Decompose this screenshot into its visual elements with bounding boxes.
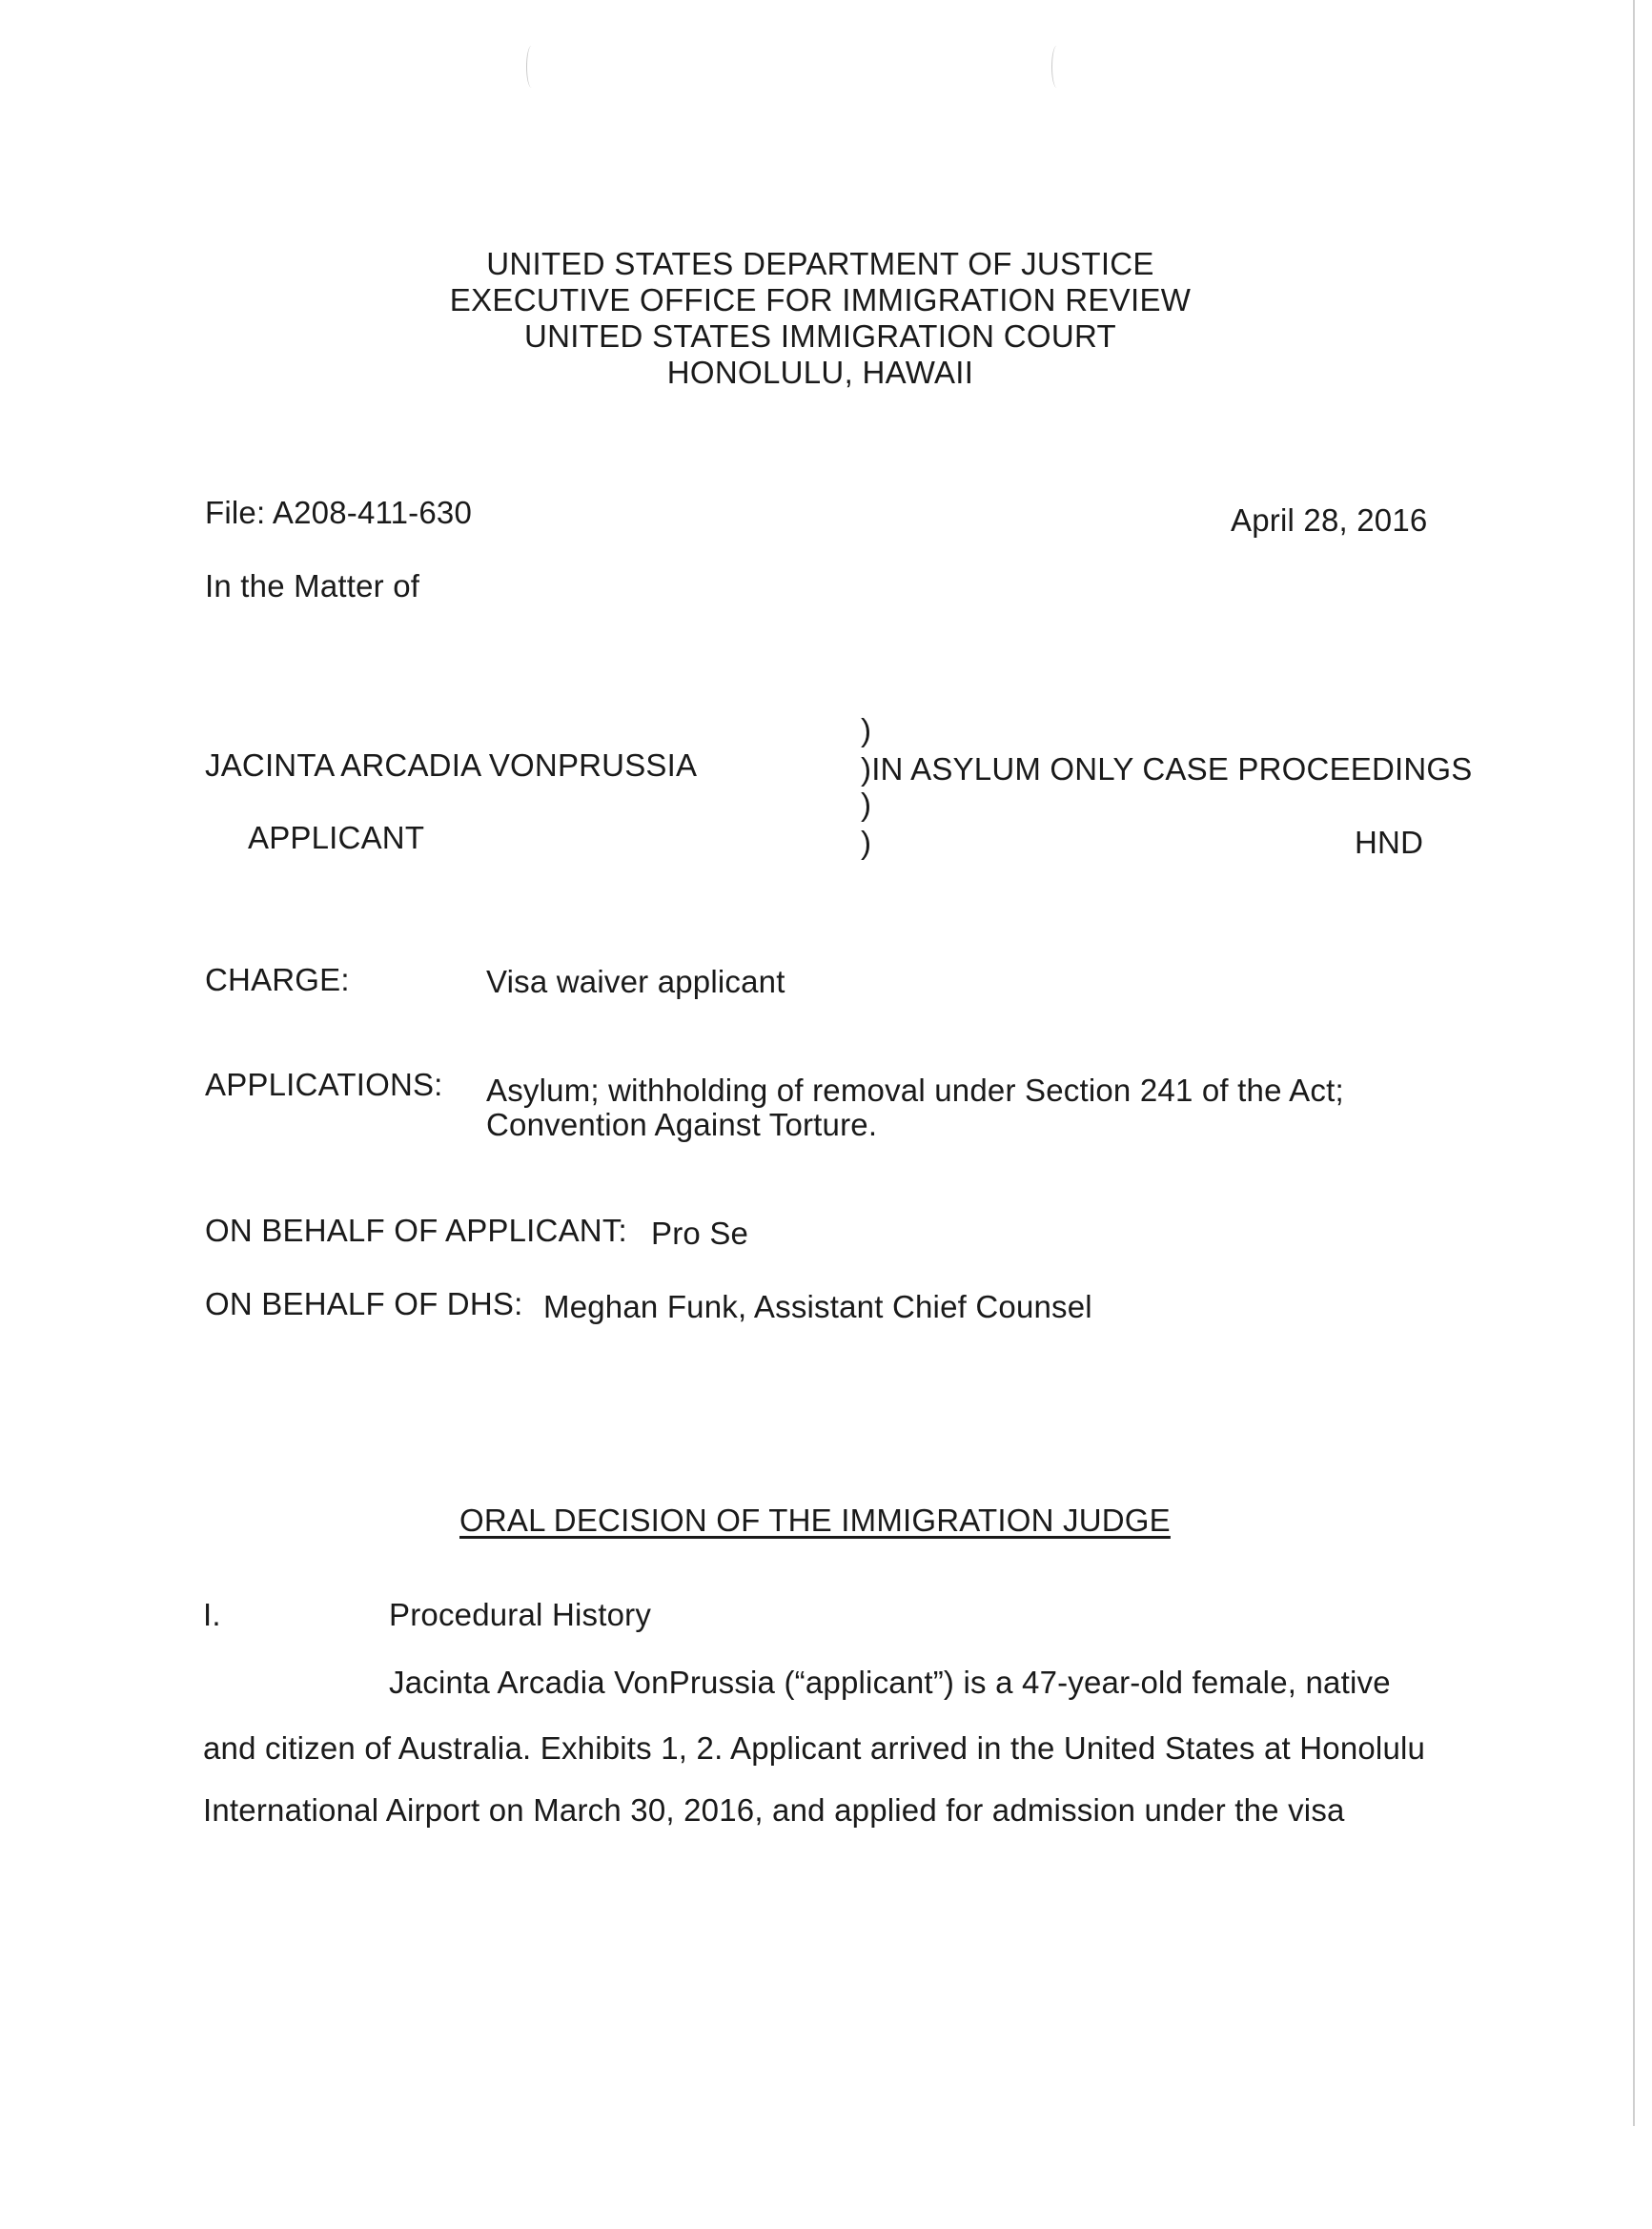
header-line-office: EXECUTIVE OFFICE FOR IMMIGRATION REVIEW	[449, 282, 1192, 317]
behalf-applicant-value: Pro Se	[651, 1216, 749, 1251]
caption-paren: )	[861, 712, 871, 747]
matter-of-label: In the Matter of	[205, 568, 420, 603]
applicant-role: APPLICANT	[248, 820, 425, 855]
case-code: HND	[1355, 825, 1424, 860]
behalf-dhs-label: ON BEHALF OF DHS:	[205, 1286, 523, 1321]
punch-hole-mark	[1051, 46, 1062, 88]
behalf-applicant-label: ON BEHALF OF APPLICANT:	[205, 1213, 627, 1248]
court-header	[0, 246, 1652, 391]
applications-line-1: Asylum; withholding of removal under Section 241 of the Act;	[486, 1073, 1344, 1108]
section-heading: Procedural History	[389, 1597, 652, 1632]
charge-label: CHARGE:	[205, 962, 350, 997]
applications-line-2: Convention Against Torture.	[486, 1107, 878, 1142]
caption-paren: )	[861, 825, 871, 860]
decision-date: April 28, 2016	[1231, 502, 1428, 538]
body-line-3: International Airport on March 30, 2016, and applied for admission under the visa	[203, 1792, 1345, 1828]
behalf-dhs-value: Meghan Funk, Assistant Chief Counsel	[543, 1289, 1092, 1324]
caption-paren: )	[861, 787, 871, 822]
punch-hole-mark	[526, 46, 537, 88]
header-line-department: UNITED STATES DEPARTMENT OF JUSTICE	[486, 246, 1154, 281]
applications-label: APPLICATIONS:	[205, 1067, 443, 1102]
section-number: I.	[203, 1597, 221, 1632]
proceedings-type: )IN ASYLUM ONLY CASE PROCEEDINGS	[861, 751, 1473, 787]
header-line-location: HONOLULU, HAWAII	[666, 355, 974, 390]
body-line-2: and citizen of Australia. Exhibits 1, 2. Applicant arrived in the United States at Honolulu	[203, 1730, 1426, 1766]
charge-value: Visa waiver applicant	[486, 964, 785, 999]
body-line-1: Jacinta Arcadia VonPrussia (“applicant”) is a 47-year-old female, native	[389, 1665, 1391, 1700]
header-line-court: UNITED STATES IMMIGRATION COURT	[523, 318, 1117, 354]
applicant-name: JACINTA ARCADIA VONPRUSSIA	[205, 747, 698, 783]
decision-title: ORAL DECISION OF THE IMMIGRATION JUDGE	[459, 1503, 1171, 1538]
file-number: File: A208-411-630	[205, 495, 473, 530]
